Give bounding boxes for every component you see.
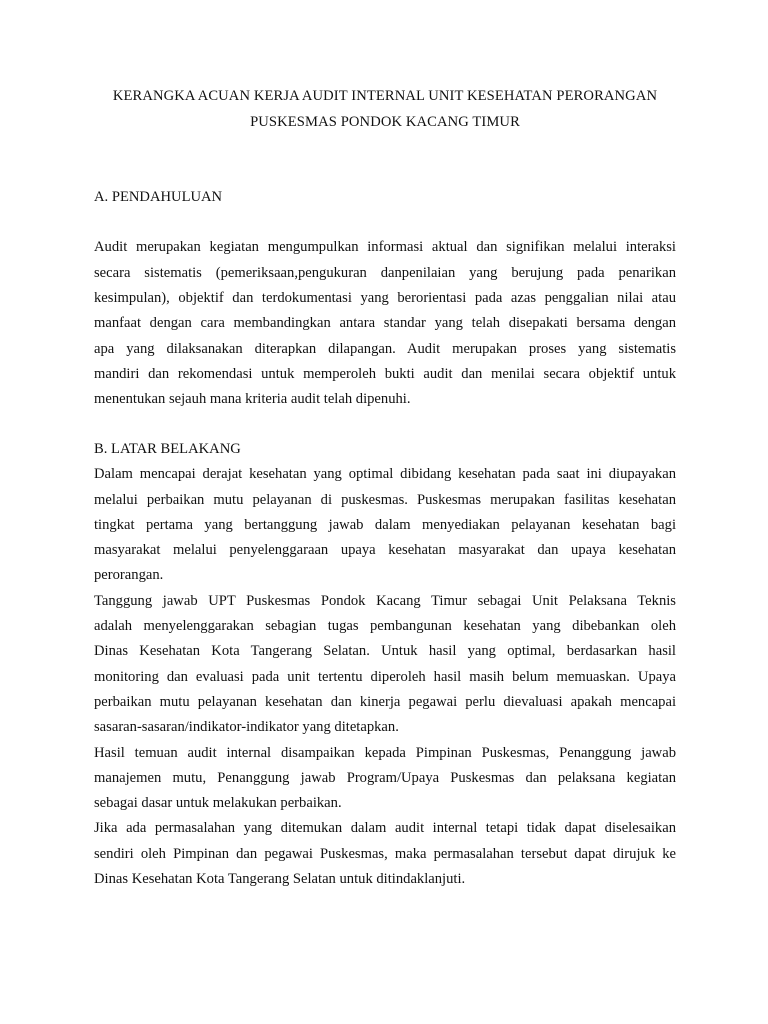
paragraph-line: manfaat dengan cara membandingkan antara standar yang telah disepakati bersama dengan — [94, 315, 676, 331]
paragraph-line: sendiri oleh Pimpinan dan pegawai Puskesmas, maka permasalahan tersebut dapat dirujuk ke — [94, 846, 676, 862]
paragraph-line: Jika ada permasalahan yang ditemukan dalam audit internal tetapi tidak dapat diselesaikan — [94, 820, 676, 836]
paragraph-line: adalah menyelenggarakan sebagian tugas pembangunan kesehatan yang dibebankan oleh — [94, 618, 676, 634]
paragraph-line: Tanggung jawab UPT Puskesmas Pondok Kacang Timur sebagai Unit Pelaksana Teknis — [94, 593, 676, 609]
paragraph-line: sebagai dasar untuk melakukan perbaikan. — [94, 795, 342, 811]
paragraph-line: Dinas Kesehatan Kota Tangerang Selatan untuk ditindaklanjuti. — [94, 871, 466, 887]
paragraph-line: tingkat pertama yang bertanggung jawab dalam menyediakan pelayanan kesehatan bagi — [94, 517, 676, 533]
paragraph-line: manajemen mutu, Penanggung jawab Program/Upaya Puskesmas dan pelaksana kegiatan — [94, 770, 676, 786]
section-b-heading: B. LATAR BELAKANG — [94, 441, 241, 457]
paragraph-line: kesimpulan), objektif dan terdokumentasi yang berorientasi pada azas penggalian nilai atau — [94, 290, 676, 306]
paragraph-line: mandiri dan rekomendasi untuk memperoleh bukti audit dan menilai secara objektif untuk — [94, 366, 676, 382]
paragraph-line: sasaran-sasaran/indikator-indikator yang ditetapkan. — [94, 719, 399, 735]
paragraph-line: monitoring dan evaluasi pada unit tertentu diperoleh hasil masih belum memuaskan. Upaya — [94, 669, 676, 685]
paragraph-line: masyarakat melalui penyelenggaraan upaya kesehatan masyarakat dan upaya kesehatan — [94, 542, 676, 558]
paragraph-line: Audit merupakan kegiatan mengumpulkan informasi aktual dan signifikan melalui interaksi — [94, 239, 676, 255]
paragraph-line: perbaikan mutu pelayanan kesehatan dan kinerja pegawai perlu dievaluasi apakah mencapai — [94, 694, 676, 710]
document-title-line-2: PUSKESMAS PONDOK KACANG TIMUR — [250, 114, 520, 130]
paragraph-line: apa yang dilaksanakan diterapkan dilapangan. Audit merupakan proses yang sistematis — [94, 341, 676, 357]
paragraph-line: perorangan. — [94, 567, 164, 583]
document-page — [94, 0, 676, 1024]
paragraph-line: Hasil temuan audit internal disampaikan kepada Pimpinan Puskesmas, Penanggung jawab — [94, 745, 676, 761]
paragraph-line: Dalam mencapai derajat kesehatan yang optimal dibidang kesehatan pada saat ini diupayakan — [94, 466, 676, 482]
document-title-line-1: KERANGKA ACUAN KERJA AUDIT INTERNAL UNIT KESEHATAN PERORANGAN — [112, 88, 658, 104]
paragraph-line: Dinas Kesehatan Kota Tangerang Selatan. Untuk hasil yang optimal, berdasarkan hasil — [94, 643, 676, 659]
paragraph-line: menentukan sejauh mana kriteria audit telah dipenuhi. — [94, 391, 411, 407]
paragraph-line: melalui perbaikan mutu pelayanan di puskesmas. Puskesmas merupakan fasilitas kesehatan — [94, 492, 676, 508]
paragraph-line: secara sistematis (pemeriksaan,pengukuran danpenilaian yang berujung pada penarikan — [94, 265, 676, 281]
section-a-heading: A. PENDAHULUAN — [94, 189, 223, 205]
